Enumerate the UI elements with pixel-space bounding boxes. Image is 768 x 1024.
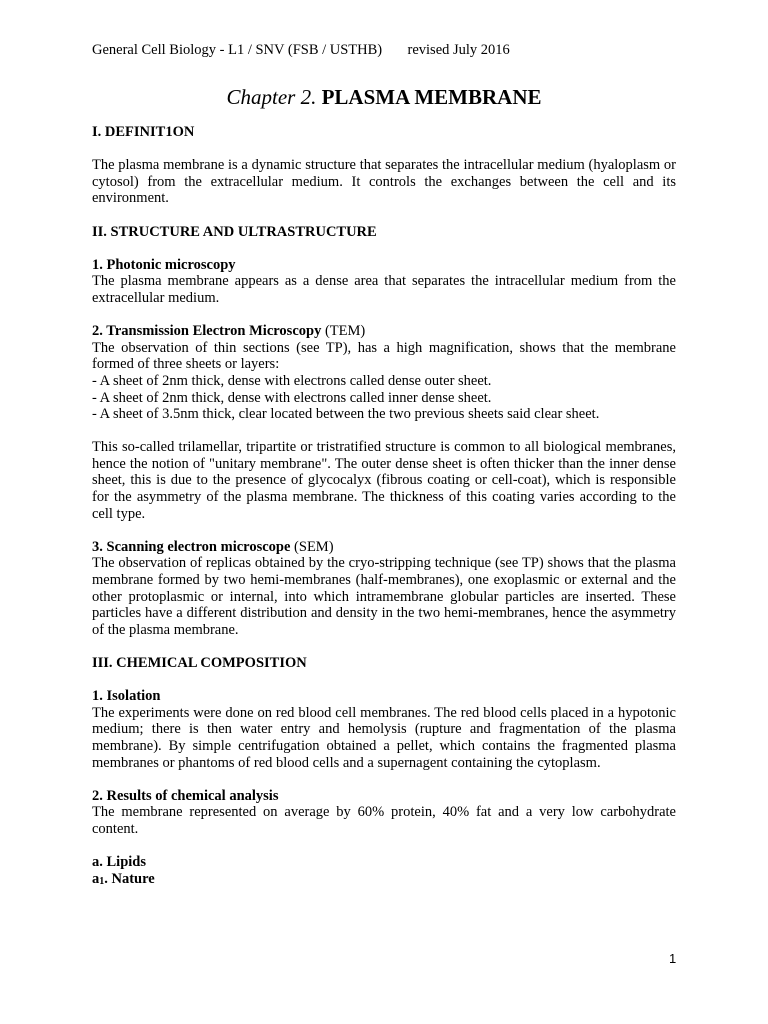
section-heading-definition: I. DEFINIT1ON	[92, 124, 195, 140]
list-item: - A sheet of 2nm thick, dense with electrons called inner dense sheet.	[92, 389, 492, 406]
subsection-lipids	[92, 854, 676, 871]
document-body	[92, 124, 676, 890]
subsection-sem	[92, 539, 676, 556]
photonic-paragraph: The plasma membrane appears as a dense area that separates the intracellular medium from the extracellular medium.	[92, 273, 676, 306]
subsection-heading: 2. Transmission Electron Microscopy	[92, 323, 322, 340]
subsection-tem	[92, 323, 676, 340]
page-number: 1	[669, 951, 677, 966]
tem-paragraph: The observation of thin sections (see TP), has a high magnification, shows that the membrane formed of three sheets or layers:	[92, 339, 676, 373]
results-paragraph: The membrane represented on average by 60% protein, 40% fat and a very low carbohydrate content.	[92, 804, 676, 837]
subsection-heading: 3. Scanning electron microscope	[92, 538, 291, 555]
subsection-results	[92, 788, 676, 805]
running-header: General Cell Biology - L1 / SNV (FSB / USTHB) revised July 2016	[92, 42, 510, 58]
nature-prefix: a	[92, 870, 100, 887]
definition-paragraph: The plasma membrane is a dynamic structure that separates the intracellular medium (hyaloplasm or cytosol) from the extracellular medium. It controls the exchanges between the cell and its environment.	[92, 157, 676, 207]
chapter-title	[0, 85, 768, 110]
list-item: - A sheet of 2nm thick, dense with electrons called dense outer sheet.	[92, 372, 492, 389]
subsection-isolation	[92, 688, 676, 705]
subsection-heading: 1. Isolation	[92, 688, 161, 705]
subsection-heading: 1. Photonic microscopy	[92, 256, 236, 273]
isolation-paragraph: The experiments were done on red blood cell membranes. The red blood cells placed in a hypotonic medium; there is then water entry and hemolysis (rupture and fragmentation of the plasma membrane). By simple centrifugation obtained a pellet, which contains the fragmented plasma membranes or phantoms of red blood cells and a supernagent containing the cytoplasm.	[92, 704, 676, 771]
chapter-number: Chapter 2.	[226, 85, 317, 109]
subsection-heading: a. Lipids	[92, 854, 146, 871]
sem-paragraph: The observation of replicas obtained by the cryo-stripping technique (see TP) shows that the plasma membrane formed by two hemi-membranes (half-membranes), one exoplasmic or external and the other protoplasmic or internal, into which intramembrane globular particles are inserted. These particles have a different distribution and density in the two hemi-membranes, hence the asymmetry of the plasma membrane.	[92, 555, 676, 638]
subsection-heading: 2. Results of chemical analysis	[92, 787, 279, 804]
list-item: - A sheet of 3.5nm thick, clear located between the two previous sheets said clear sheet.	[92, 406, 600, 423]
section-heading-chemical: III. CHEMICAL COMPOSITION	[92, 655, 307, 671]
subsection-nature	[92, 871, 676, 891]
subsection-abbrev: (TEM)	[321, 323, 366, 340]
subsection-abbrev: (SEM)	[290, 538, 334, 555]
subsection-photonic	[92, 257, 676, 274]
trilamellar-paragraph: This so-called trilamellar, tripartite or tristratified structure is common to all biological membranes, hence the notion of "unitary membrane". The outer dense sheet is often thicker than the inner dense sheet, this is due to the presence of glycocalyx (fibrous coating or cell-coat), which is responsible for the asymmetry of the plasma membrane. The thickness of this coating varies according to the cell type.	[92, 439, 676, 522]
nature-label: . Nature	[104, 870, 155, 887]
nature-subscript: 1	[99, 875, 105, 887]
chapter-name: PLASMA MEMBRANE	[321, 85, 542, 109]
subsection-heading	[92, 871, 155, 887]
section-heading-structure: II. STRUCTURE AND ULTRASTRUCTURE	[92, 223, 377, 240]
